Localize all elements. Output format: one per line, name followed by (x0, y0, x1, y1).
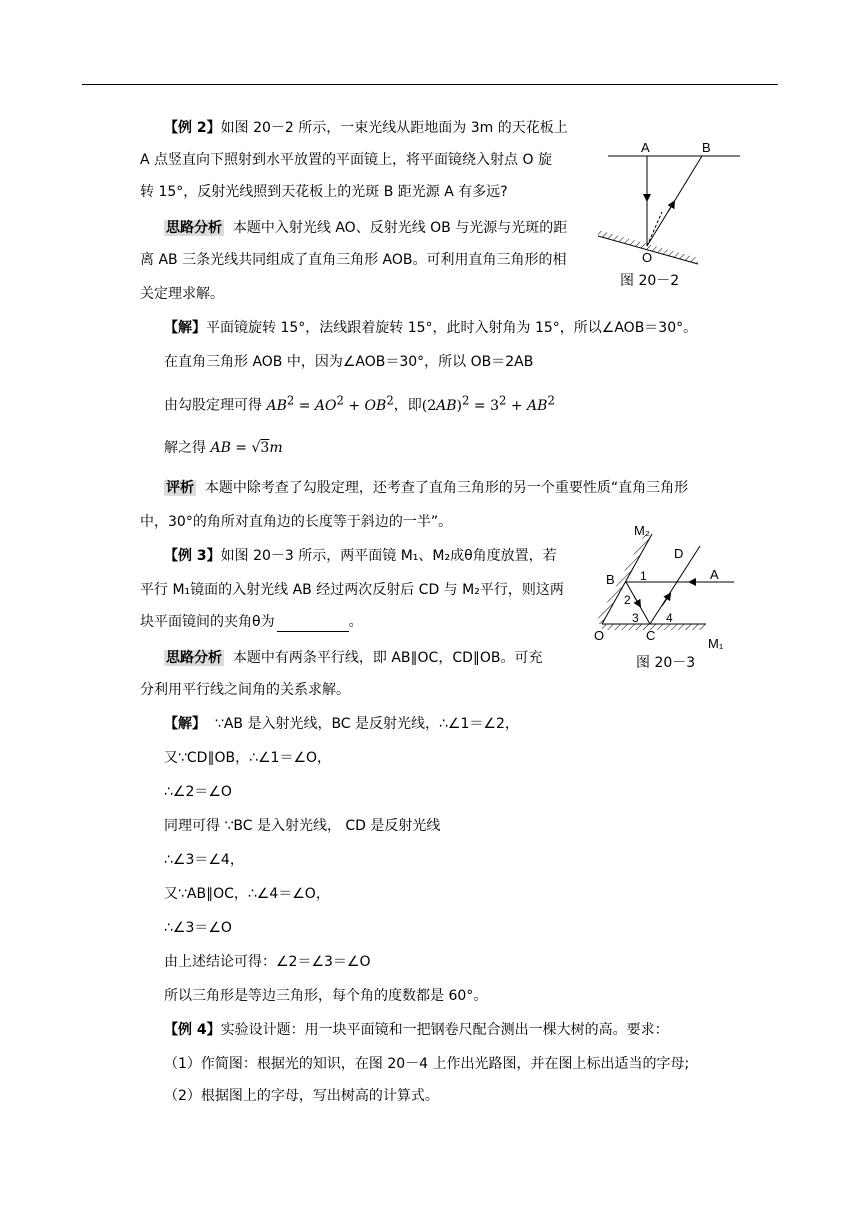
ex2-solution-line1 (164, 318, 697, 338)
ex2-pythag-formula: $AB^2 = AO^2 + OB^2$ (266, 393, 394, 414)
ex2-comment-text1: 本题中除考查了勾股定理，还考查了直角三角形的另一个重要性质“直角三角形 (204, 480, 689, 496)
ex2-solution-tag: 【解】 (164, 320, 206, 336)
reflected-arrow (668, 202, 674, 212)
ex4-tag: 【例 4】 (164, 1022, 221, 1038)
ex2-tag: 【例 2】 (164, 120, 221, 136)
ex3-solution-line9: 所以三角形是等边三角形，每个角的度数都是 60°。 (164, 988, 488, 1004)
ex2-comment-tag: 评析 (166, 480, 194, 496)
label-A: A (641, 140, 650, 155)
ex2-analysis-text1: 本题中入射光线 AO、反射光线 OB 与光源与光斑的距 (232, 220, 568, 236)
label-A: A (710, 567, 719, 582)
answer-blank (277, 617, 349, 632)
ex2-comment-line2: 中，30°的角所对直角边的长度等于斜边的一半”。 (140, 514, 453, 530)
ex3-solution-line1 (164, 714, 519, 734)
label-angle-1: 1 (640, 569, 647, 583)
ex3-solution-line3: ∴∠2＝∠O (164, 784, 232, 800)
ex2-text1: 如图 20－2 所示，一束光线从距地面为 3m 的天花板上 (220, 120, 568, 136)
ex2-line1 (164, 118, 568, 138)
ex2-line3: 转 15°，反射光线照到天花板上的光斑 B 距光源 A 有多远? (140, 184, 508, 200)
ex4-line1 (164, 1020, 669, 1040)
ex2-analysis-line2: 离 AB 三条光线共同组成了直角三角形 AOB。可利用直角三角形的相 (140, 252, 567, 268)
ex3-analysis-line1 (164, 648, 543, 668)
ex4-line3: （2）根据图上的字母，写出树高的计算式。 (164, 1088, 439, 1104)
ex2-analysis-tag: 思路分析 (166, 220, 222, 236)
ex3-line3 (140, 612, 363, 632)
ex2-solution-line3 (164, 390, 555, 416)
ex3-line2: 平行 M₁镜面的入射光线 AB 经过两次反射后 CD 与 M₂平行，则这两 (140, 582, 564, 598)
ex2-solution-text1: 平面镜旋转 15°，法线跟着旋转 15°，此时入射角为 15°，所以∠AOB＝30°。 (206, 320, 698, 336)
figure-20-2 (590, 136, 750, 266)
figure-20-3 (590, 520, 750, 660)
label-D: D (674, 546, 684, 561)
ex3-solution-line7: ∴∠3＝∠O (164, 920, 232, 936)
ex2-pythag-formula2: $(2AB)^2 = 3^2 + AB^2$ (421, 393, 555, 414)
ex3-text3: 块平面镜间的夹角θ为 (140, 614, 275, 630)
ex2-result-prefix: 解之得 (164, 440, 206, 456)
ex2-pythag-prefix: 由勾股定理可得 (164, 397, 262, 414)
ex3-text3-end: 。 (348, 614, 363, 630)
label-B: B (606, 572, 615, 587)
figure-20-2-caption: 图 20－2 (620, 273, 680, 289)
label-B: B (702, 140, 711, 155)
ex3-analysis-tag: 思路分析 (166, 650, 222, 666)
ex4-line2: （1）作简图：根据光的知识，在图 20－4 上作出光路图，并在图上标出适当的字母; (164, 1056, 690, 1072)
ex2-solution-line2: 在直角三角形 AOB 中，因为∠AOB＝30°，所以 OB＝2AB (164, 354, 534, 370)
label-angle-3: 3 (632, 611, 639, 625)
header-rule (82, 84, 778, 85)
ray-BC-arrow (634, 596, 640, 606)
label-angle-2: 2 (624, 593, 631, 607)
label-angle-4: 4 (666, 611, 673, 625)
ex2-analysis-line3: 关定理求解。 (140, 286, 224, 302)
ex2-comment-line1 (164, 478, 688, 498)
ex3-tag: 【例 3】 (164, 548, 221, 564)
label-C: C (646, 628, 656, 643)
label-M2: M₂ (634, 523, 650, 538)
ex3-analysis-text1: 本题中有两条平行线，即 AB∥OC，CD∥OB。可充 (232, 650, 543, 666)
dashed-ray (647, 212, 662, 246)
ex3-solution-line5: ∴∠3＝∠4， (164, 852, 244, 868)
ex3-solution-line4: 同理可得 ∵BC 是入射光线， CD 是反射光线 (164, 818, 441, 834)
reflected-ray-OB (647, 156, 702, 246)
ex2-analysis-line1 (164, 218, 567, 238)
label-M1: M₁ (708, 636, 724, 651)
ex2-pythag-mid: ，即 (393, 397, 422, 414)
ex3-text1: 如图 20－3 所示，两平面镜 M₁、M₂成θ角度放置，若 (220, 548, 557, 564)
ex4-text1: 实验设计题：用一块平面镜和一把钢卷尺配合测出一棵大树的高。要求： (220, 1022, 669, 1038)
ex3-analysis-line2: 分利用平行线之间角的关系求解。 (140, 682, 350, 698)
ex2-line2: A 点竖直向下照射到水平放置的平面镜上，将平面镜绕入射点 O 旋 (140, 152, 552, 168)
ex2-solution-line4 (164, 438, 283, 458)
ex3-solution-line2: 又∵CD∥OB，∴∠1＝∠O， (164, 750, 332, 766)
figure-20-3-caption: 图 20－3 (636, 655, 696, 671)
label-O: O (642, 250, 653, 265)
ray-CD-arrow (662, 594, 670, 606)
ex2-result-formula: AB = √3m (210, 440, 283, 456)
label-O: O (594, 628, 605, 643)
ex3-solution-line6: 又∵AB∥OC，∴∠4＝∠O， (164, 886, 330, 902)
ex3-solution-tag: 【解】 (164, 716, 206, 732)
ex3-solution-text1: ∵AB 是入射光线，BC 是反射光线，∴∠1＝∠2， (214, 716, 519, 732)
ex3-solution-line8: 由上述结论可得：∠2＝∠3＝∠O (164, 954, 371, 970)
ex3-line1 (164, 546, 557, 566)
